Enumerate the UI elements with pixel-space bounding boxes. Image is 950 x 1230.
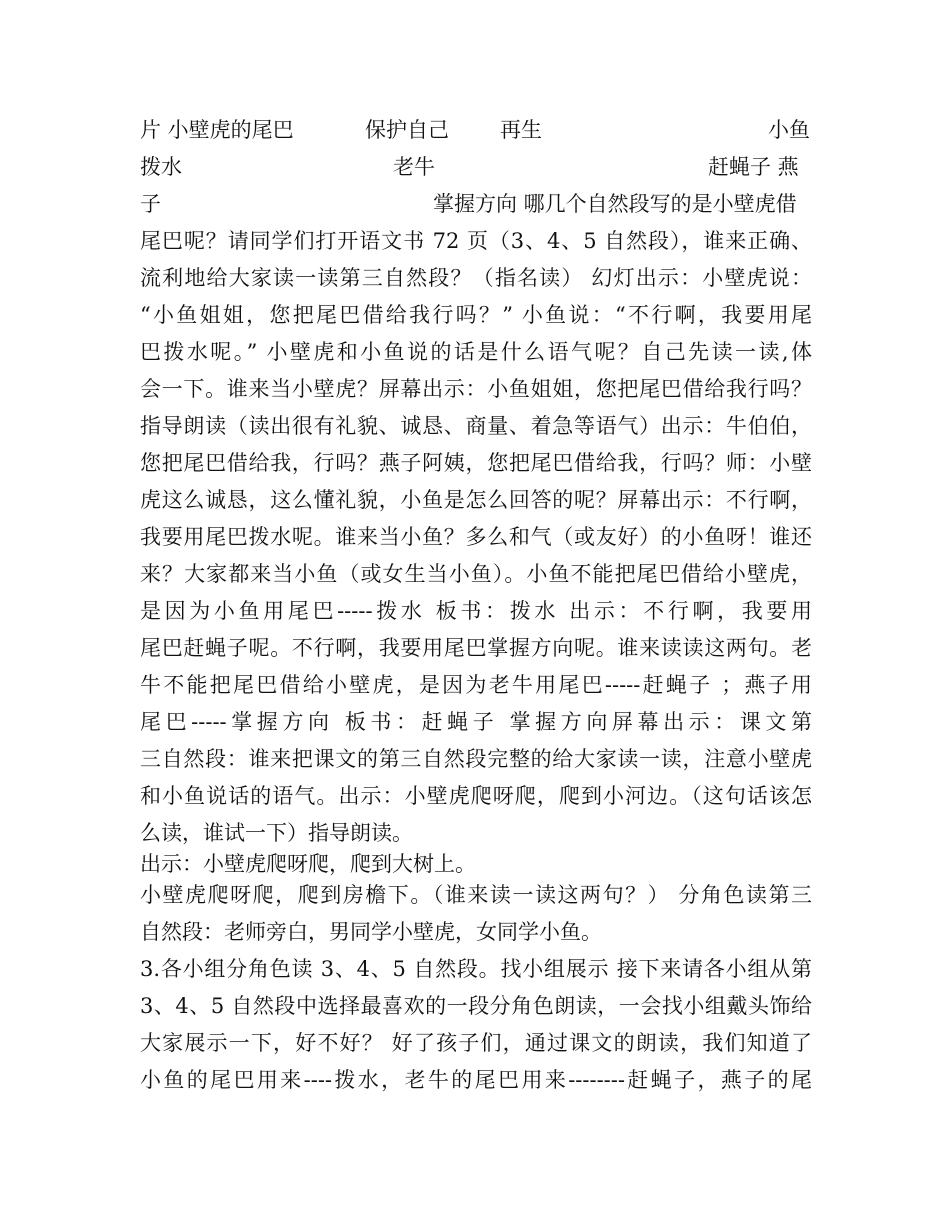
- text-line: 牛不能把尾巴借给小壁虎，是因为老牛用尾巴-----赶蝇子 ；燕子用: [140, 673, 812, 697]
- text-fragment: 拨水: [140, 155, 182, 179]
- text-line-2: [140, 151, 812, 183]
- text-line-1: [140, 114, 812, 146]
- text-line: 和小鱼说话的语气。出示：小壁虎爬呀爬，爬到小河边。（这句话该怎: [140, 784, 812, 808]
- text-line-3: [140, 188, 812, 220]
- text-fragment: 小鱼: [768, 118, 810, 142]
- text-fragment: 赶蝇子 燕: [708, 155, 799, 179]
- text-line: 小鱼的尾巴用来----拨水，老牛的尾巴用来--------赶蝇子，燕子的尾: [140, 1068, 812, 1092]
- text-fragment: 掌握方向 哪几个自然段写的是小壁虎借: [433, 192, 797, 216]
- text-line: 小壁虎爬呀爬，爬到房檐下。（谁来读一读这两句？） 分角色读第三: [140, 883, 812, 907]
- text-line: 尾巴呢？请同学们打开语文书 72 页（3、4、5 自然段），谁来正确、: [140, 229, 812, 253]
- text-line: 您把尾巴借给我，行吗？燕子阿姨，您把尾巴借给我，行吗？师：小壁: [140, 451, 812, 475]
- text-line: 大家展示一下，好不好？ 好了孩子们，通过课文的朗读，我们知道了: [140, 1031, 812, 1055]
- text-line: 么读，谁试一下）指导朗读。: [140, 821, 413, 845]
- text-line: 巴拨水呢。” 小壁虎和小鱼说的话是什么语气呢？自己先读一读,体: [140, 340, 812, 364]
- text-line: 来？大家都来当小鱼（或女生当小鱼）。小鱼不能把尾巴借给小壁虎，: [140, 562, 812, 586]
- text-line: 尾巴赶蝇子呢。不行啊，我要用尾巴掌握方向呢。谁来读读这两句。老: [140, 636, 812, 660]
- text-fragment: 子: [140, 192, 161, 216]
- text-fragment: 老牛: [393, 155, 435, 179]
- text-line: 是因为小鱼用尾巴-----拨水 板书：拨水 出示：不行啊，我要用: [140, 599, 812, 623]
- text-fragment: 再生: [500, 118, 542, 142]
- text-fragment: 片 小壁虎的尾巴: [140, 118, 294, 142]
- text-line: 3.各小组分角色读 3、4、5 自然段。找小组展示 接下来请各小组从第: [140, 957, 812, 981]
- text-line: 虎这么诚恳，这么懂礼貌，小鱼是怎么回答的呢？屏幕出示：不行啊，: [140, 488, 812, 512]
- text-line: 出示：小壁虎爬呀爬，爬到大树上。: [140, 852, 476, 876]
- text-line: 自然段：老师旁白，男同学小壁虎，女同学小鱼。: [140, 920, 602, 944]
- text-fragment: 保护自己: [365, 118, 449, 142]
- text-line: “小鱼姐姐，您把尾巴借给我行吗？” 小鱼说：“不行啊，我要用尾: [140, 303, 812, 327]
- text-line: 我要用尾巴拨水呢。谁来当小鱼？多么和气（或友好）的小鱼呀！谁还: [140, 525, 812, 549]
- text-line: 指导朗读（读出很有礼貌、诚恳、商量、着急等语气）出示：牛伯伯，: [140, 414, 812, 438]
- text-line: 流利地给大家读一读第三自然段？（指名读） 幻灯出示：小壁虎说：: [140, 266, 812, 290]
- text-line: 会一下。谁来当小壁虎？屏幕出示：小鱼姐姐，您把尾巴借给我行吗？: [140, 377, 812, 401]
- text-line: 尾巴-----掌握方向 板书：赶蝇子 掌握方向屏幕出示：课文第: [140, 710, 812, 734]
- text-line: 三自然段：谁来把课文的第三自然段完整的给大家读一读，注意小壁虎: [140, 747, 812, 771]
- text-line: 3、4、5 自然段中选择最喜欢的一段分角色朗读，一会找小组戴头饰给: [140, 994, 812, 1018]
